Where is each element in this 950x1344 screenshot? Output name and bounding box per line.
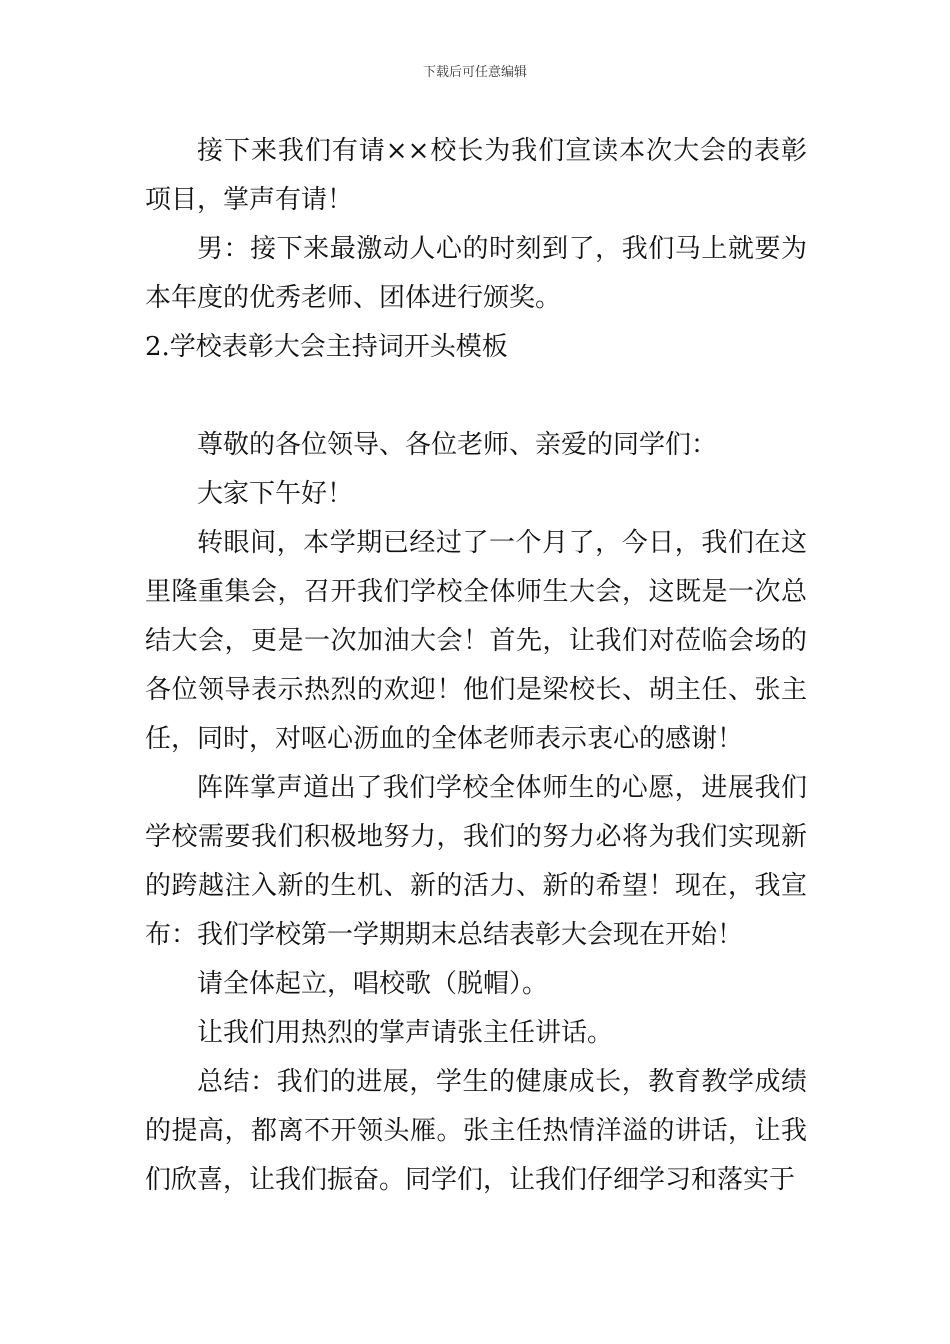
page-header-note: 下载后可任意编辑 <box>422 65 527 80</box>
paragraph-salutation: 尊敬的各位领导、各位老师、亲爱的同学们： <box>197 430 718 460</box>
paragraph-greeting: 大家下午好！ <box>197 479 354 509</box>
paragraph-male-host: 男：接下来最激动人心的时刻到了，我们马上就要为本年度的优秀老师、团体进行颁奖。 <box>145 234 807 313</box>
paragraph-summary: 总结：我们的进展，学生的健康成长，教育教学成绩的提高，都离不开领头雁。张主任热情洋溢的讲话，让我们欣喜，让我们振奋。同学们，让我们仔细学习和落实于 <box>145 1067 807 1195</box>
paragraph-director-speech: 让我们用热烈的掌声请张主任讲话。 <box>197 1018 614 1048</box>
document-body <box>145 127 807 1205</box>
paragraph-opening: 转眼间，本学期已经过了一个月了，今日，我们在这里隆重集会，召开我们学校全体师生大会，这既是一次总结大会，更是一次加油大会！首先，让我们对莅临会场的各位领导表示热烈的欢迎！他们是梁校长、胡主任、张主任，同时，对呕心沥血的全体老师表示衷心的感谢！ <box>145 528 807 754</box>
section-heading: 2.学校表彰大会主持词开头模板 <box>145 332 508 362</box>
paragraph-announcement: 接下来我们有请××校长为我们宣读本次大会的表彰项目，掌声有请！ <box>145 136 807 215</box>
paragraph-applause: 阵阵掌声道出了我们学校全体师生的心愿，进展我们学校需要我们积极地努力，我们的努力必将为我们实现新的跨越注入新的生机、新的活力、新的希望！现在，我宣布：我们学校第一学期期末总结表彰大会现在开始！ <box>145 773 807 950</box>
section-spacer <box>145 372 807 421</box>
paragraph-school-song: 请全体起立，唱校歌（脱帽）。 <box>197 969 549 999</box>
